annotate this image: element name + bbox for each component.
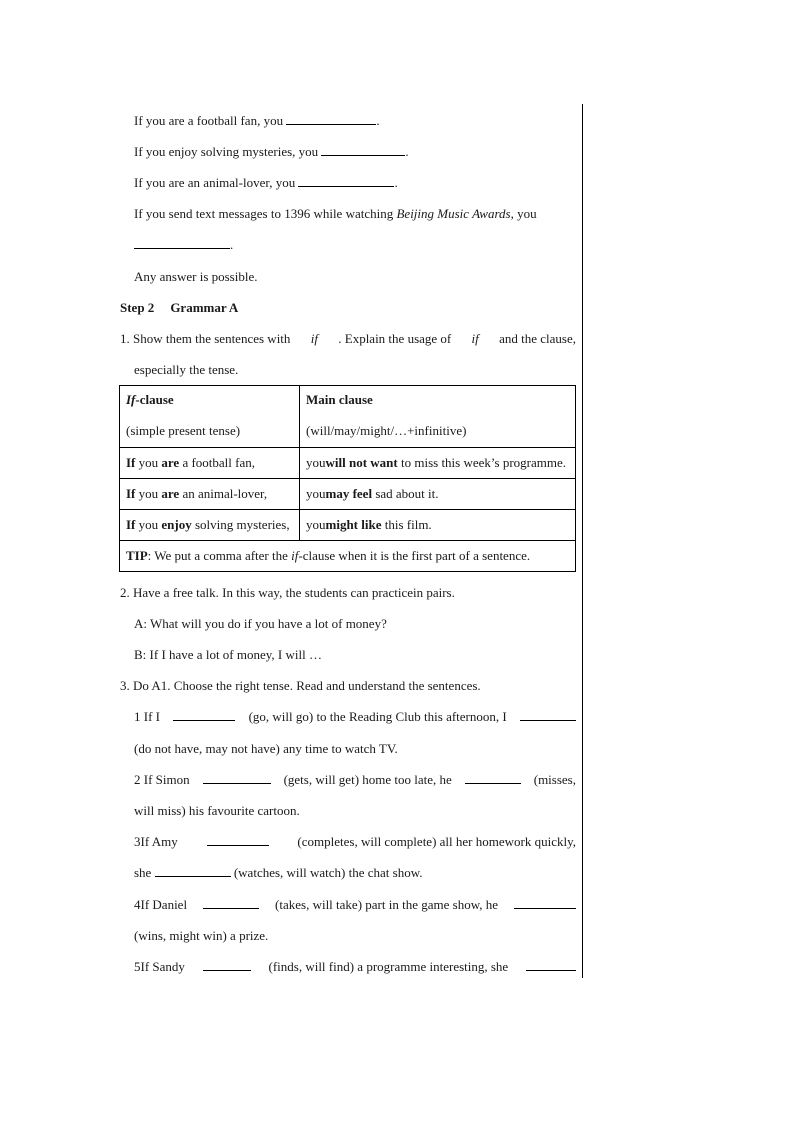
item1-if-2: if	[471, 331, 479, 346]
tip-row	[120, 541, 576, 572]
step-heading	[120, 300, 238, 316]
intro-line-2: If you enjoy solving mysteries, you .	[134, 144, 409, 159]
item3-heading: 3. Do A1. Choose the right tense. Read and understand the sentences.	[120, 678, 481, 693]
answer-blank	[298, 175, 394, 187]
intro-line-4	[134, 206, 576, 222]
s2-text-c: (misses,	[533, 772, 576, 787]
verb: enjoy	[161, 517, 192, 532]
subject: you	[135, 486, 162, 501]
answer-blank	[465, 772, 521, 784]
s3-text-d: (watches, will watch) the chat show.	[233, 865, 423, 880]
answer-blank	[514, 897, 576, 909]
subject: you	[135, 517, 162, 532]
s2-text-b: (gets, will get) home too late, he	[283, 772, 452, 787]
item1-text-c: and the clause,	[499, 331, 576, 346]
main-cell	[300, 510, 576, 541]
tip-text-a: : We put a comma after the	[147, 548, 288, 563]
right-margin-rule	[582, 104, 583, 978]
subject: you	[306, 486, 326, 501]
tip-cell	[120, 541, 576, 572]
s1-text-b: (go, will go) to the Reading Club this afternoon, I	[248, 709, 507, 724]
s2-text-a: 2 If Simon	[134, 772, 190, 787]
subject: you	[306, 517, 326, 532]
table-row	[120, 510, 576, 541]
answer-blank	[286, 113, 376, 125]
sentence-3-cont	[134, 865, 423, 881]
header-if-clause	[120, 386, 300, 448]
header-main-sub: (will/may/might/…+infinitive)	[306, 423, 467, 438]
item1-text-a: 1. Show them the sentences with	[120, 331, 291, 346]
main-cell	[300, 448, 576, 479]
sentence-2	[134, 772, 576, 788]
any-answer-note: Any answer is possible.	[134, 269, 258, 284]
header-main-clause	[300, 386, 576, 448]
intro-line-3: If you are an animal-lover, you .	[134, 175, 398, 190]
if-cell	[120, 510, 300, 541]
subject: you	[306, 455, 326, 470]
sentence-4-cont: (wins, might win) a prize.	[134, 928, 269, 943]
header-clause: -clause	[135, 392, 174, 407]
subject: you	[135, 455, 162, 470]
s4-text-b: (takes, will take) part in the game show, he	[275, 897, 499, 912]
if-cell	[120, 448, 300, 479]
intro-text-2: If you enjoy solving mysteries, you	[134, 144, 319, 159]
answer-blank	[520, 709, 576, 721]
tip-text-b: -clause when it is the first part of a sentence.	[298, 548, 531, 563]
s3-text-b: (completes, will complete) all her homework quickly,	[297, 834, 576, 849]
item1-if: if	[310, 331, 318, 346]
answer-blank	[134, 237, 230, 249]
verb: might like	[325, 517, 382, 532]
answer-blank	[207, 834, 269, 846]
intro-text-4-end: , you	[510, 206, 537, 221]
programme-title: Beijing Music Awards	[396, 206, 511, 221]
table-row	[120, 448, 576, 479]
answer-blank	[203, 959, 251, 971]
step-label: Step 2	[120, 300, 155, 315]
answer-blank	[203, 772, 271, 784]
main-cell	[300, 479, 576, 510]
intro-text-3: If you are an animal-lover, you	[134, 175, 296, 190]
item2-answer: B: If I have a lot of money, I will …	[134, 647, 322, 662]
s3-text-c: she	[134, 865, 152, 880]
verb: are	[161, 486, 180, 501]
intro-line-5: .	[134, 237, 233, 253]
table-header-row	[120, 386, 576, 448]
s3-text-a: 3If Amy	[134, 834, 178, 849]
if-clause-table	[119, 385, 576, 572]
item1-line	[120, 331, 576, 347]
item2-line: 2. Have a free talk. In this way, the students can practicein pairs.	[120, 585, 455, 600]
intro-line-1: If you are a football fan, you .	[134, 113, 380, 128]
sentence-2-cont: will miss) his favourite cartoon.	[134, 803, 300, 818]
item1-text-b: . Explain the usage of	[338, 331, 452, 346]
rest: this film.	[381, 517, 432, 532]
sentence-4	[134, 897, 576, 913]
answer-blank	[321, 144, 405, 156]
s5-text-b: (finds, will find) a programme interesting, she	[268, 959, 509, 974]
rest: solving mysteries,	[191, 517, 290, 532]
verb: will not want	[325, 455, 398, 470]
s1-text-a: 1 If I	[134, 709, 160, 724]
if-keyword: If	[126, 455, 136, 470]
verb: may feel	[325, 486, 373, 501]
s4-text-a: 4If Daniel	[134, 897, 188, 912]
sentence-1	[134, 709, 576, 725]
answer-blank	[173, 709, 235, 721]
if-keyword: If	[126, 486, 136, 501]
if-keyword: If	[126, 517, 136, 532]
rest: a football fan,	[179, 455, 256, 470]
s5-text-a: 5If Sandy	[134, 959, 185, 974]
item2-question: A: What will you do if you have a lot of money?	[134, 616, 387, 631]
item1-line-2: especially the tense.	[134, 362, 239, 377]
rest: sad about it.	[372, 486, 439, 501]
rest: to miss this week’s programme.	[397, 455, 566, 470]
sentence-5	[134, 959, 576, 975]
header-if: If	[126, 392, 136, 407]
sentence-1-cont: (do not have, may not have) any time to watch TV.	[134, 741, 398, 756]
intro-text-1: If you are a football fan, you	[134, 113, 284, 128]
answer-blank	[526, 959, 576, 971]
if-cell	[120, 479, 300, 510]
header-main: Main clause	[306, 392, 373, 407]
tip-label: TIP	[126, 548, 148, 563]
answer-blank	[155, 865, 231, 877]
table-row	[120, 479, 576, 510]
verb: are	[161, 455, 180, 470]
answer-blank	[203, 897, 259, 909]
rest: an animal-lover,	[179, 486, 268, 501]
header-if-sub: (simple present tense)	[126, 423, 241, 438]
intro-text-4: If you send text messages to 1396 while watching	[134, 206, 394, 221]
tip-if: if	[291, 548, 299, 563]
sentence-3	[134, 834, 576, 850]
step-title: Grammar A	[170, 300, 239, 315]
